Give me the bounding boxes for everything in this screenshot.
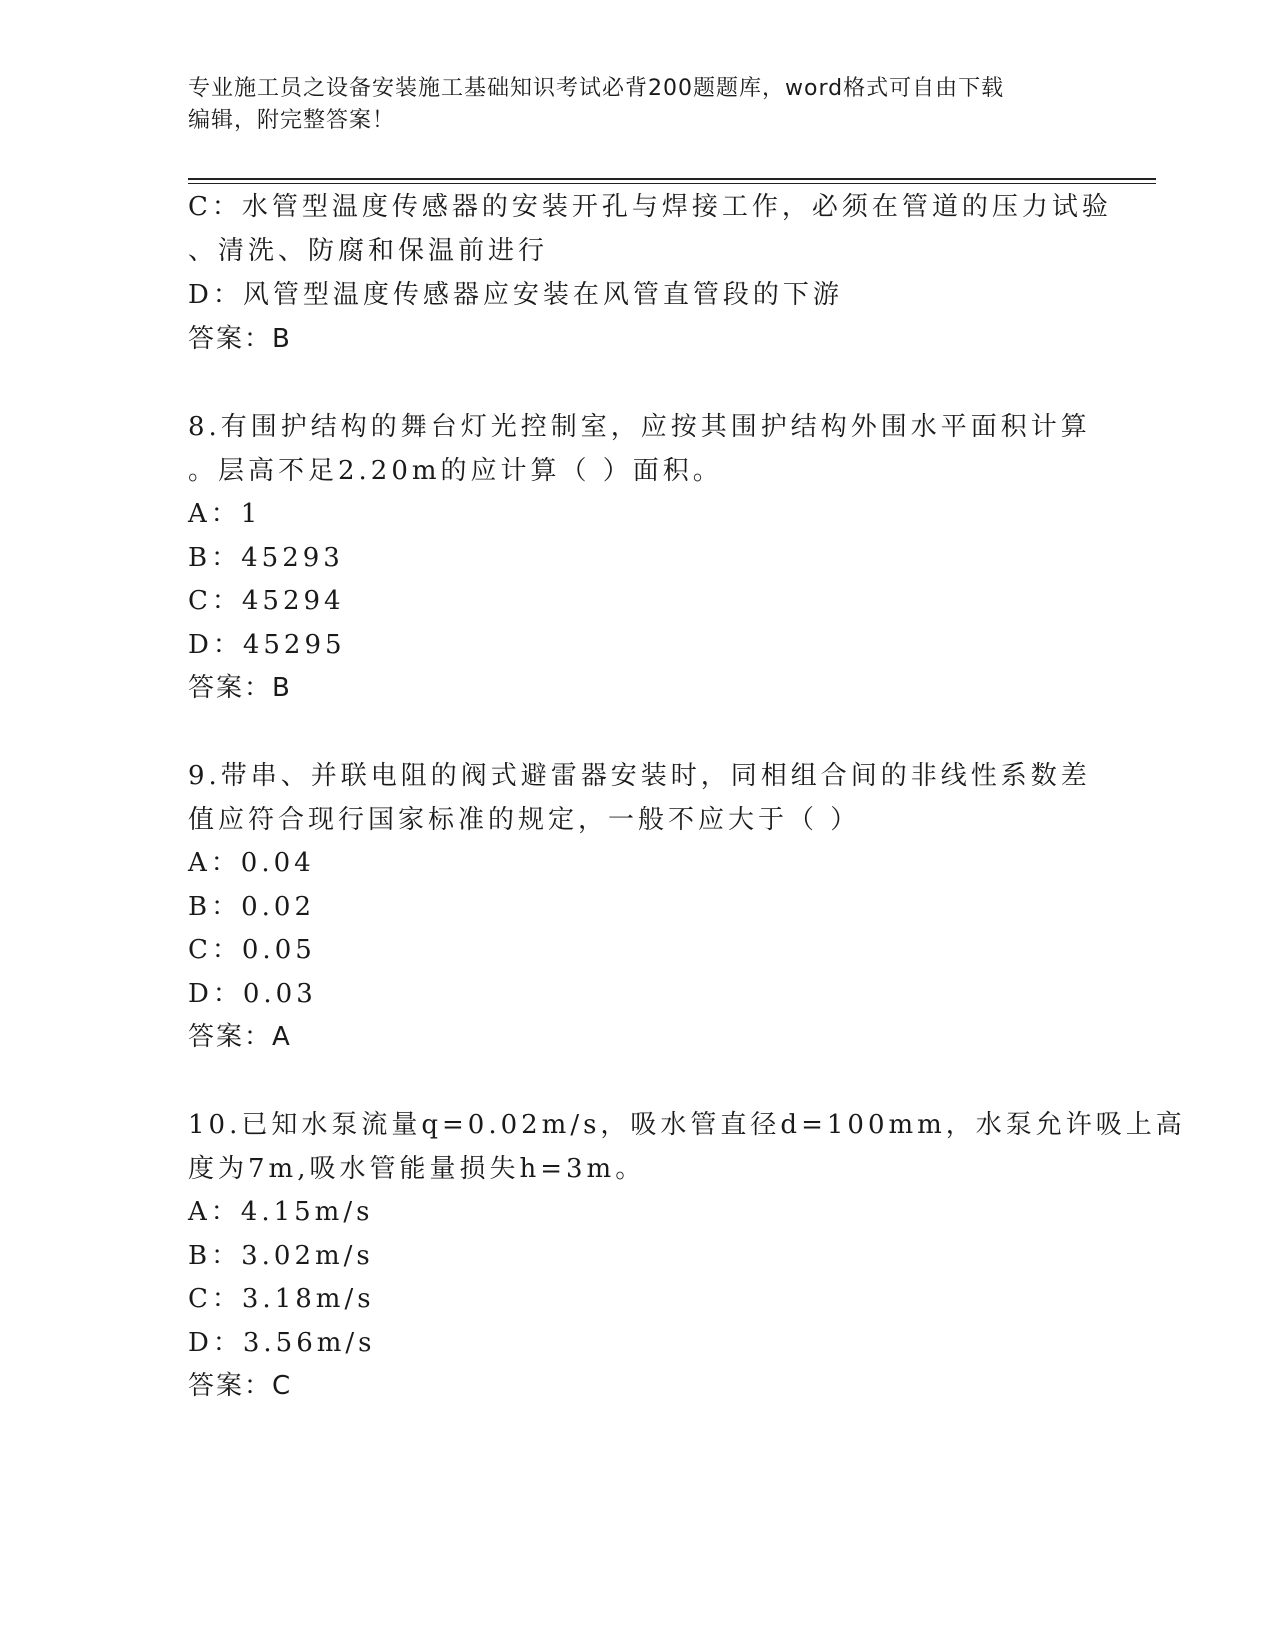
q8-stem-line-2: 。层高不足2.20m的应计算（ ）面积。 [188, 456, 723, 486]
q9-stem-line-1: 9.带串、并联电阻的阀式避雷器安装时，同相组合间的非线性系数差 [188, 761, 1091, 791]
q7-answer: 答案：B [188, 324, 292, 354]
q10-option-d: D：3.56m/s [188, 1328, 376, 1358]
q8-stem-line-1: 8.有围护结构的舞台灯光控制室，应按其围护结构外围水平面积计算 [188, 412, 1091, 442]
q10-option-c: C：3.18m/s [188, 1284, 375, 1314]
header-divider-thin [188, 183, 1156, 184]
header-title-line-1: 专业施工员之设备安装施工基础知识考试必背200题题库，word格式可自由下载 [188, 76, 1005, 101]
header-divider-thick [188, 178, 1156, 180]
q7-option-c-line-1: C：水管型温度传感器的安装开孔与焊接工作，必须在管道的压力试验 [188, 192, 1112, 222]
q9-option-b: B：0.02 [188, 892, 315, 922]
q10-option-a: A：4.15m/s [188, 1197, 374, 1227]
q9-option-a: A：0.04 [188, 848, 315, 878]
q7-option-d: D：风管型温度传感器应安装在风管直管段的下游 [188, 280, 843, 310]
q10-answer: 答案：C [188, 1371, 293, 1401]
q9-option-c: C：0.05 [188, 935, 316, 965]
header-title-line-2: 编辑，附完整答案！ [188, 108, 396, 133]
q8-answer: 答案：B [188, 673, 292, 703]
q8-option-d: D：45295 [188, 630, 346, 660]
q10-stem-line-1: 10.已知水泵流量q=0.02m/s，吸水管直径d=100mm，水泵允许吸上高 [188, 1110, 1186, 1140]
q9-stem-line-2: 值应符合现行国家标准的规定，一般不应大于（ ） [188, 805, 861, 835]
q10-option-b: B：3.02m/s [188, 1241, 374, 1271]
document-header [188, 73, 1088, 137]
q8-option-a: A：1 [188, 499, 262, 529]
q8-option-c: C：45294 [188, 586, 345, 616]
q8-option-b: B：45293 [188, 543, 344, 573]
q9-answer: 答案：A [188, 1022, 292, 1052]
q10-stem-line-2: 度为7m,吸水管能量损失h=3m。 [188, 1154, 646, 1184]
q9-option-d: D：0.03 [188, 979, 317, 1009]
q7-option-c-line-2: 、清洗、防腐和保温前进行 [188, 236, 549, 266]
